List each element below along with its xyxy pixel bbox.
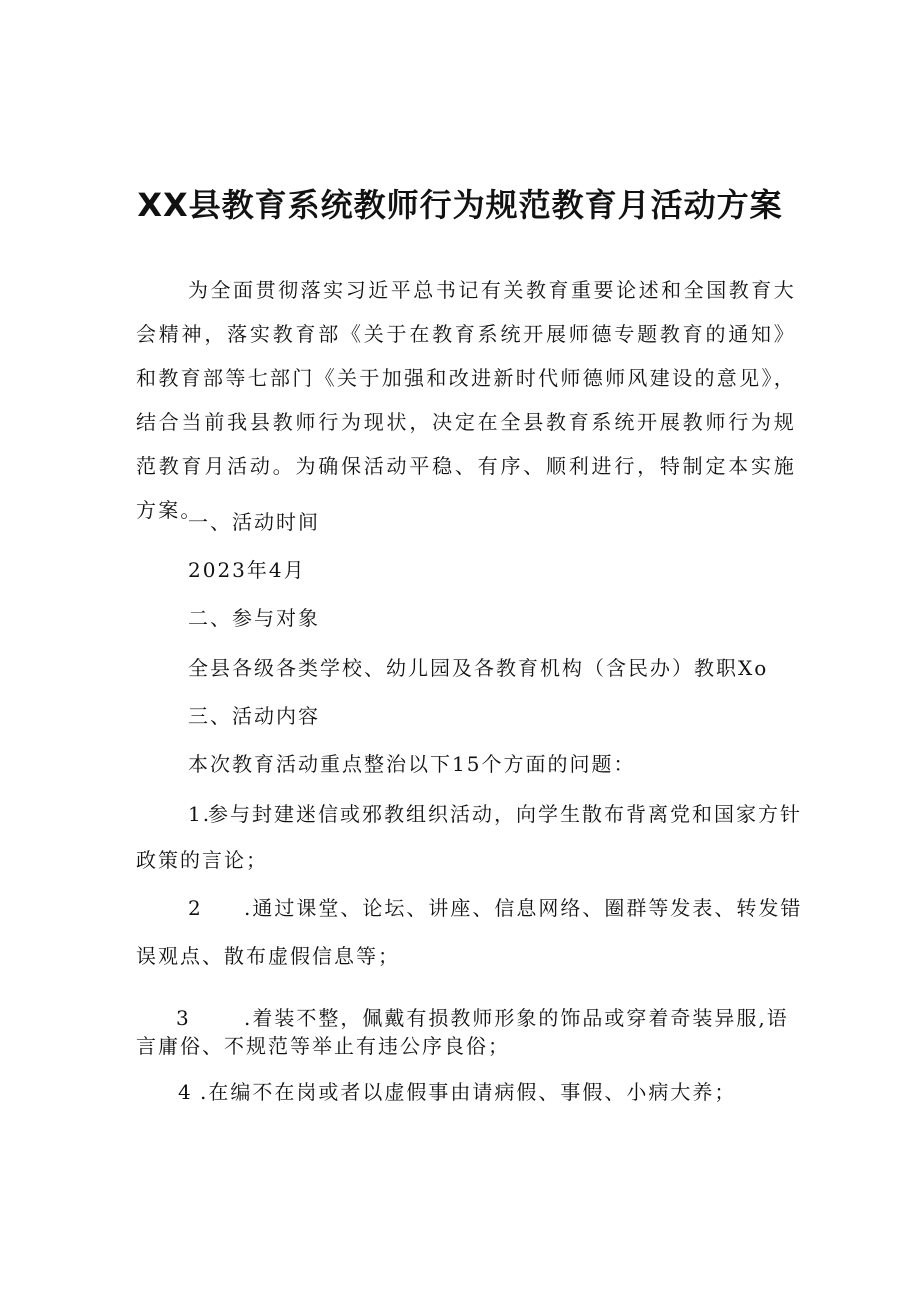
list-item-number: 4 <box>178 1080 193 1104</box>
list-item-continuation: 误观点、散布虚假信息等； <box>136 944 400 968</box>
list-item-continuation: 言庸俗、不规范等举止有违公序良俗； <box>136 1034 510 1058</box>
section-heading-time: 一、活动时间 <box>188 510 320 534</box>
list-item-continuation: 政策的言论； <box>136 848 268 872</box>
list-item-text: .在编不在岗或者以虚假事由请病假、事假、小病大养； <box>200 1080 737 1104</box>
section-heading-content: 三、活动内容 <box>188 704 320 728</box>
content-intro: 本次教育活动重点整治以下15个方面的问题： <box>188 752 636 776</box>
section-heading-participants: 二、参与对象 <box>188 606 320 630</box>
list-item-text: .通过课堂、论坛、讲座、信息网络、圈群等发表、转发错 <box>244 896 803 920</box>
list-item-number: 3 <box>176 1006 191 1030</box>
activity-time-value: 2023年4月 <box>188 558 306 582</box>
document-title: XX县教育系统教师行为规范教育月活动方案 <box>137 186 783 224</box>
list-item-number: 1. <box>188 802 212 826</box>
participants-value: 全县各级各类学校、幼儿园及各教育机构（含民办）教职Xo <box>188 656 769 680</box>
list-item-text: .着装不整，佩戴有损教师形象的饰品或穿着奇装异服,语 <box>244 1006 789 1030</box>
list-item-number: 2 <box>188 896 203 920</box>
intro-paragraph: 为全面贯彻落实习近平总书记有关教育重要论述和全国教育大会精神，落实教育部《关于在教育系统开展师德专题教育的通知》和教育部等七部门《关于加强和改进新时代师德师风建设的意见》，结合当前我县教师行为现状，决定在全县教育系统开展教师行为规范教育月活动。为确保活动平稳、有序、顺利进行，特制定本实施方案。 <box>136 278 796 522</box>
list-item-text: 参与封建迷信或邪教组织活动，向学生散布背离党和国家方针 <box>208 802 802 826</box>
